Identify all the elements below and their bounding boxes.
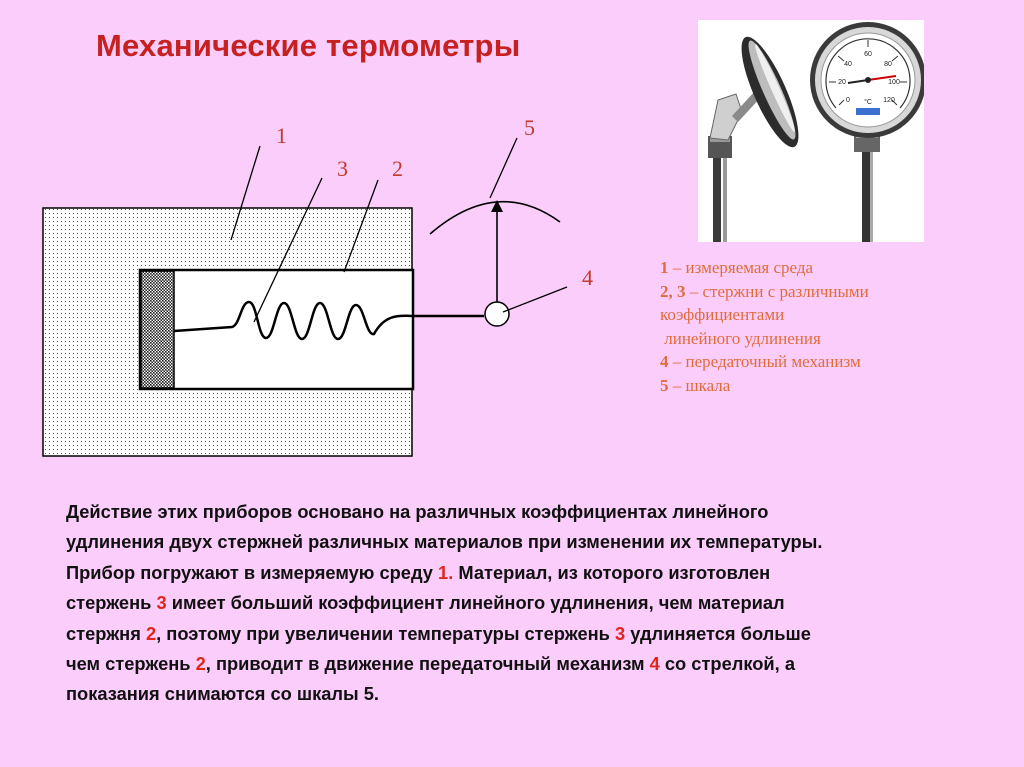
legend-number: 4 (660, 352, 669, 371)
paragraph-text: удлиняется больше (625, 622, 811, 644)
paragraph-text: Прибор погружают в измеряемую среду (66, 561, 439, 583)
paragraph-line (66, 527, 986, 557)
legend-item (660, 256, 990, 280)
paragraph-text: Действие этих приборов основано на различных коэффициентах линейного (66, 501, 769, 522)
legend-item (660, 374, 990, 398)
leader-4 (503, 287, 567, 312)
dial-tick-20: 20 (838, 79, 846, 86)
label-4: 4 (582, 265, 593, 290)
legend (660, 256, 990, 397)
legend-text: коэффициентами (660, 305, 785, 324)
dial-tick-100: 100 (888, 79, 900, 86)
dial-tick-120: 120 (883, 97, 895, 104)
legend-text: – стержни с различными (685, 281, 869, 301)
dial-brand-plate (856, 108, 880, 115)
paragraph-text: со стрелкой, а (659, 653, 795, 675)
paragraph-line (66, 679, 986, 709)
paragraph-text: удлинения двух стержней различных материалов при изменении их температуры. (66, 531, 823, 553)
paragraph-line (66, 497, 986, 527)
legend-item (660, 303, 990, 327)
legend-item (660, 280, 990, 304)
legend-item (660, 327, 990, 351)
legend-number: 1 (660, 258, 669, 277)
paragraph-line (66, 558, 986, 588)
legend-number: 2, 3 (660, 281, 686, 301)
paragraph-line (66, 649, 986, 679)
paragraph-text: стержень (66, 592, 157, 614)
paragraph-text: показания снимаются со шкалы 5. (66, 683, 379, 705)
highlight-number: 3 (614, 622, 626, 644)
highlight-number: 1. (438, 561, 454, 583)
slide-title: Механические термометры (96, 28, 521, 63)
highlight-number: 3 (156, 592, 167, 614)
description-paragraph (66, 497, 986, 710)
transmission-mechanism (485, 302, 509, 326)
highlight-number: 2 (195, 653, 206, 675)
legend-text: – измеряемая среда (668, 258, 814, 277)
dial-tick-0: 0 (846, 97, 850, 104)
label-1: 1 (276, 123, 287, 148)
paragraph-line (66, 588, 986, 618)
legend-item (660, 350, 990, 374)
label-2: 2 (392, 156, 403, 181)
paragraph-text: чем стержень (66, 653, 196, 675)
legend-number: 5 (660, 375, 669, 395)
highlight-number: 2 (145, 622, 157, 644)
thermometer-photo (698, 20, 924, 242)
dial-unit: °C (864, 99, 872, 106)
paragraph-text: , поэтому при увеличении температуры стержень (156, 622, 615, 644)
paragraph-text: Материал, из которого изготовлен (453, 561, 771, 583)
rod-anchor (141, 271, 174, 388)
paragraph-line (66, 619, 986, 649)
paragraph-text: имеет больший коэффициент линейного удлинения, чем материал (166, 592, 785, 614)
legend-text: линейного удлинения (660, 328, 821, 348)
paragraph-text: , приводит в движение передаточный механизм (205, 653, 650, 675)
dial-tick-60: 60 (864, 51, 872, 58)
paragraph-text: стержня (66, 622, 146, 644)
legend-text: – передаточный механизм (668, 352, 861, 371)
dial-tick-80: 80 (884, 61, 892, 68)
label-5: 5 (524, 115, 535, 140)
dial-tick-40: 40 (844, 61, 852, 68)
highlight-number: 4 (649, 653, 660, 675)
label-3: 3 (337, 156, 348, 181)
legend-text: – шкала (668, 375, 731, 395)
leader-5 (490, 138, 517, 198)
